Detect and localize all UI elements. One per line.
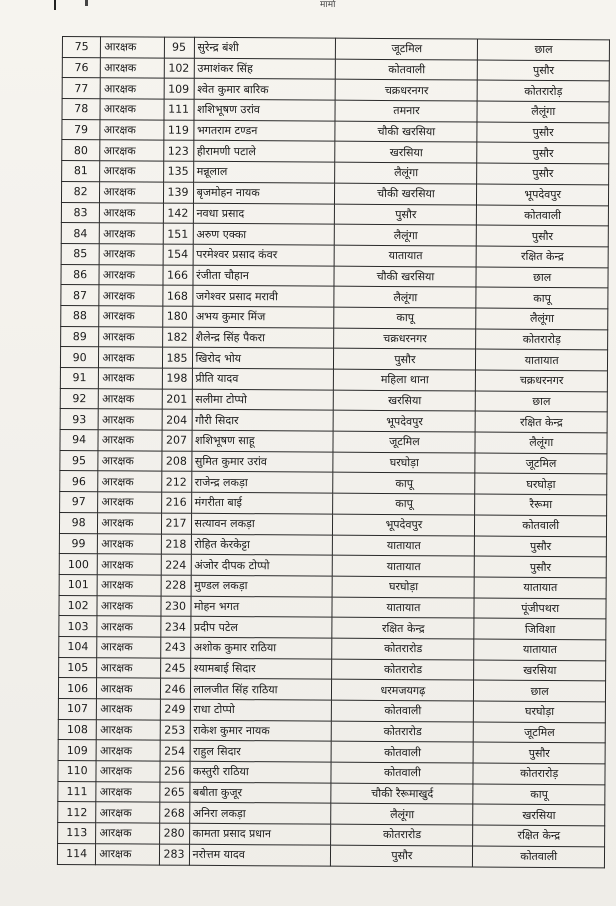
badge-number-cell: 119 [163,120,193,141]
serial-number-cell: 99 [59,533,97,554]
rank-cell: आरक्षक [97,575,160,596]
current-posting-cell: यातायात [335,245,477,267]
rank-cell: आरक्षक [100,140,163,161]
name-cell: राहुल सिदार [190,741,332,763]
current-posting-cell: कोतरारोड [331,824,473,846]
name-cell: कामता प्रसाद प्रधान [189,823,331,845]
name-cell: उमाशंकर सिंह [194,58,336,80]
name-cell: शशिभूषण उरांव [194,99,336,121]
name-cell: कस्तुरी राठिया [189,761,331,783]
current-posting-cell: लैलूंगा [335,224,477,246]
badge-number-cell: 254 [160,740,190,761]
badge-number-cell: 135 [163,161,193,182]
badge-number-cell: 249 [160,699,190,720]
serial-number-cell: 76 [62,57,100,78]
badge-number-cell: 95 [164,37,194,58]
page-top-edge [0,0,616,12]
new-posting-cell: कोतरारोड़ [473,763,605,784]
serial-number-cell: 75 [62,37,100,58]
new-posting-cell: चक्रधरनगर [476,370,608,391]
serial-number-cell: 95 [60,450,98,471]
serial-number-cell: 84 [61,223,99,244]
current-posting-cell: कोतरारोड [332,659,474,681]
serial-number-cell: 110 [58,761,96,782]
rank-cell: आरक्षक [97,699,160,720]
name-cell: परमेश्वर प्रसाद कंवर [193,244,335,266]
name-cell: लालजीत सिंह राठिया [190,679,332,701]
rank-cell: आरक्षक [98,450,161,471]
current-posting-cell: लैलूंगा [335,162,477,184]
rank-cell: आरक्षक [99,368,162,389]
name-cell: प्रीति यादव [192,368,334,390]
badge-number-cell: 185 [162,347,192,368]
current-posting-cell: कोतरारोड [332,721,474,743]
serial-number-cell: 82 [61,181,99,202]
badge-number-cell: 201 [162,389,192,410]
new-posting-cell: लैलूंगा [475,432,607,453]
name-cell: सुमित कुमार उरांव [191,451,333,473]
serial-number-cell: 102 [59,595,97,616]
badge-number-cell: 207 [161,430,191,451]
badge-number-cell: 283 [159,844,189,865]
rank-cell: आरक्षक [98,554,161,575]
badge-number-cell: 246 [160,678,190,699]
badge-number-cell: 198 [162,368,192,389]
new-posting-cell: पुसौर [473,742,605,763]
current-posting-cell: खरसिया [334,390,476,412]
name-cell: मंगरीता बाई [191,492,333,514]
rank-cell: आरक्षक [100,99,163,120]
current-posting-cell: चौकी खरसिया [334,266,476,288]
serial-number-cell: 91 [60,367,98,388]
rank-cell: आरक्षक [101,57,164,78]
serial-number-cell: 101 [59,574,97,595]
serial-number-cell: 103 [59,616,97,637]
rank-cell: आरक्षक [99,285,162,306]
serial-number-cell: 111 [58,781,96,802]
serial-number-cell: 79 [62,119,100,140]
current-posting-cell: यातायात [333,535,475,557]
new-posting-cell: रक्षित केन्द्र [475,411,607,432]
transfer-list-table [57,36,610,868]
name-cell: खिरोद भोय [192,348,334,370]
new-posting-cell: पुसौर [478,60,610,81]
rank-cell: आरक्षक [96,844,159,865]
serial-number-cell: 106 [58,678,96,699]
new-posting-cell: यातायात [476,349,608,370]
current-posting-cell: भूपदेवपुर [333,514,475,536]
current-posting-cell: चौकी खरसिया [335,183,477,205]
new-posting-cell: जिविशा [474,618,606,639]
name-cell: नवधा प्रसाद [193,203,335,225]
badge-number-cell: 168 [162,285,192,306]
name-cell: भगतराम टण्डन [193,120,335,142]
serial-number-cell: 83 [61,202,99,223]
new-posting-cell: जूटमिल [475,453,607,474]
current-posting-cell: जूटमिल [336,38,478,60]
badge-number-cell: 212 [161,472,191,493]
serial-number-cell: 80 [62,140,100,161]
name-cell: मन्नूलाल [193,161,335,183]
new-posting-cell: रक्षित केन्द्र [473,825,605,846]
name-cell: रंजीता चौहान [193,265,335,287]
serial-number-cell: 114 [57,843,95,864]
current-posting-cell: चक्रधरनगर [334,328,476,350]
serial-number-cell: 113 [58,823,96,844]
new-posting-cell: कोतरारोड़ [476,329,608,350]
new-posting-cell: घरघोड़ा [475,473,607,494]
badge-number-cell: 216 [161,492,191,513]
badge-number-cell: 166 [162,265,192,286]
rank-cell: आरक्षक [101,37,164,58]
serial-number-cell: 77 [62,78,100,99]
badge-number-cell: 234 [160,616,190,637]
header-mark [85,0,88,6]
rank-cell: आरक्षक [99,388,162,409]
rank-cell: आरक्षक [98,513,161,534]
name-cell: अरुण एक्का [193,223,335,245]
badge-number-cell: 268 [159,803,189,824]
badge-number-cell: 228 [161,575,191,596]
current-posting-cell: कोतवाली [336,59,478,81]
serial-number-cell: 92 [60,388,98,409]
new-posting-cell: लैलूंगा [477,101,609,122]
name-cell: हीरामणी पटाले [193,141,335,163]
rank-cell: आरक्षक [100,161,163,182]
name-cell: राकेश कुमार नायक [190,720,332,742]
header-fragment-text: मार्मा [320,0,336,10]
rank-cell: आरक्षक [99,264,162,285]
name-cell: गौरी सिदार [192,410,334,432]
rank-cell: आरक्षक [99,306,162,327]
serial-number-cell: 88 [61,305,99,326]
name-cell: बबीता कुजूर [189,782,331,804]
badge-number-cell: 265 [159,782,189,803]
name-cell: रोहित केरकेट्टा [191,534,333,556]
new-posting-cell: पूंजीपथरा [474,598,606,619]
transfer-list-body [57,37,609,868]
rank-cell: आरक्षक [96,761,159,782]
rank-cell: आरक्षक [97,719,160,740]
new-posting-cell: खरसिया [473,804,605,825]
badge-number-cell: 218 [161,534,191,555]
badge-number-cell: 102 [164,58,194,79]
rank-cell: आरक्षक [98,471,161,492]
table-row [57,843,604,867]
name-cell: शशिभूषण साहू [192,430,334,452]
name-cell: मुण्डल लकड़ा [191,575,333,597]
name-cell: जगेश्वर प्रसाद मरावी [192,286,334,308]
badge-number-cell: 142 [163,203,193,224]
current-posting-cell: महिला थाना [334,369,476,391]
rank-cell: आरक्षक [98,533,161,554]
current-posting-cell: चौकी रैरूमाखुर्द [331,783,473,805]
current-posting-cell: लैलूंगा [334,286,476,308]
current-posting-cell: कोतवाली [332,700,474,722]
name-cell: राजेन्द्र लकड़ा [191,472,333,494]
new-posting-cell: कोतवाली [473,846,605,867]
current-posting-cell: कापू [334,307,476,329]
current-posting-cell: रक्षित केन्द्र [332,617,474,639]
current-posting-cell: तमनार [335,100,477,122]
badge-number-cell: 151 [163,223,193,244]
badge-number-cell: 109 [164,78,194,99]
badge-number-cell: 230 [160,596,190,617]
badge-number-cell: 123 [163,141,193,162]
current-posting-cell: पुसौर [335,204,477,226]
new-posting-cell: कोतवाली [477,205,609,226]
name-cell: अभय कुमार मिंज [192,306,334,328]
badge-number-cell: 180 [162,306,192,327]
name-cell: श्वेत कुमार बारिक [194,79,336,101]
badge-number-cell: 111 [164,99,194,120]
badge-number-cell: 280 [159,823,189,844]
serial-number-cell: 104 [59,636,97,657]
serial-number-cell: 94 [60,430,98,451]
serial-number-cell: 85 [61,243,99,264]
serial-number-cell: 98 [59,512,97,533]
name-cell: श्यामबाई सिदार [190,658,332,680]
new-posting-cell: घरघोड़ा [474,701,606,722]
current-posting-cell: घरघोड़ा [333,452,475,474]
new-posting-cell: पुसौर [475,556,607,577]
serial-number-cell: 96 [60,471,98,492]
serial-number-cell: 107 [58,698,96,719]
rank-cell: आरक्षक [99,244,162,265]
serial-number-cell: 100 [59,554,97,575]
badge-number-cell: 154 [163,244,193,265]
badge-number-cell: 256 [159,761,189,782]
name-cell: अशोक कुमार राठिया [190,637,332,659]
name-cell: अंजोर दीपक टोप्पो [191,554,333,576]
serial-number-cell: 78 [62,99,100,120]
serial-number-cell: 93 [60,409,98,430]
badge-number-cell: 182 [162,327,192,348]
serial-number-cell: 86 [61,264,99,285]
new-posting-cell: यातायात [474,639,606,660]
new-posting-cell: छाल [474,680,606,701]
current-posting-cell: लैलूंगा [331,804,473,826]
name-cell: प्रदीप पटेल [190,617,332,639]
badge-number-cell: 139 [163,182,193,203]
rank-cell: आरक्षक [100,202,163,223]
name-cell: राधा टोप्पो [190,699,332,721]
new-posting-cell: जूटमिल [474,722,606,743]
new-posting-cell: लैलूंगा [476,308,608,329]
name-cell: शैलेन्द्र सिंह पैकरा [192,327,334,349]
rank-cell: आरक्षक [98,409,161,430]
rank-cell: आरक्षक [96,802,159,823]
new-posting-cell: पुसौर [477,122,609,143]
current-posting-cell: कोतवाली [331,762,473,784]
new-posting-cell: पुसौर [477,225,609,246]
rank-cell: आरक्षक [99,347,162,368]
new-posting-cell: छाल [476,267,608,288]
rank-cell: आरक्षक [98,430,161,451]
current-posting-cell: भूपदेवपुर [334,411,476,433]
badge-number-cell: 224 [161,554,191,575]
rank-cell: आरक्षक [98,492,161,513]
badge-number-cell: 245 [160,658,190,679]
name-cell: बृजमोहन नायक [193,182,335,204]
name-cell: नरोत्तम यादव [189,844,331,866]
rank-cell: आरक्षक [97,657,160,678]
rank-cell: आरक्षक [96,781,159,802]
new-posting-cell: भूपदेवपुर [477,184,609,205]
serial-number-cell: 109 [58,740,96,761]
new-posting-cell: पुसौर [477,142,609,163]
new-posting-cell: कापू [476,287,608,308]
current-posting-cell: यातायात [332,597,474,619]
serial-number-cell: 81 [62,161,100,182]
current-posting-cell: यातायात [333,555,475,577]
rank-cell: आरक्षक [97,616,160,637]
serial-number-cell: 112 [58,802,96,823]
new-posting-cell: पुसौर [475,536,607,557]
current-posting-cell: धरमजयगढ़ [332,679,474,701]
new-posting-cell: यातायात [474,577,606,598]
serial-number-cell: 87 [61,285,99,306]
current-posting-cell: कोतरारोड [332,638,474,660]
badge-number-cell: 243 [160,637,190,658]
rank-cell: आरक्षक [99,326,162,347]
rank-cell: आरक्षक [97,678,160,699]
rank-cell: आरक्षक [100,223,163,244]
serial-number-cell: 89 [61,326,99,347]
rank-cell: आरक्षक [96,823,159,844]
current-posting-cell: घरघोड़ा [333,576,475,598]
new-posting-cell: रैरूमा [475,494,607,515]
current-posting-cell: पुसौर [334,348,476,370]
rank-cell: आरक्षक [97,595,160,616]
current-posting-cell: चौकी खरसिया [335,121,477,143]
badge-number-cell: 204 [162,409,192,430]
rank-cell: आरक्षक [100,78,163,99]
name-cell: सत्यावन लकड़ा [191,513,333,535]
rank-cell: आरक्षक [97,637,160,658]
current-posting-cell: चक्रधरनगर [336,80,478,102]
current-posting-cell: खरसिया [335,142,477,164]
rank-cell: आरक्षक [96,740,159,761]
serial-number-cell: 97 [60,492,98,513]
badge-number-cell: 217 [161,513,191,534]
serial-number-cell: 105 [59,657,97,678]
name-cell: अनिरा लकड़ा [189,803,331,825]
badge-number-cell: 253 [160,720,190,741]
current-posting-cell: कापू [333,473,475,495]
rank-cell: आरक्षक [100,182,163,203]
current-posting-cell: जूटमिल [333,431,475,453]
badge-number-cell: 208 [161,451,191,472]
rank-cell: आरक्षक [100,119,163,140]
name-cell: सलीमा टोप्पो [192,389,334,411]
name-cell: सुरेन्द्र बंशी [194,37,336,59]
current-posting-cell: पुसौर [331,845,473,867]
new-posting-cell: पुसौर [477,163,609,184]
new-posting-cell: कापू [473,784,605,805]
new-posting-cell: छाल [476,391,608,412]
new-posting-cell: कोतवाली [475,515,607,536]
serial-number-cell: 90 [60,347,98,368]
new-posting-cell: छाल [478,39,610,60]
name-cell: मोहन भगत [191,596,333,618]
header-mark [54,0,56,10]
new-posting-cell: खरसिया [474,660,606,681]
current-posting-cell: कोतवाली [332,742,474,764]
new-posting-cell: कोतरारोड़ [478,80,610,101]
current-posting-cell: कापू [333,493,475,515]
serial-number-cell: 108 [58,719,96,740]
new-posting-cell: रक्षित केन्द्र [476,246,608,267]
